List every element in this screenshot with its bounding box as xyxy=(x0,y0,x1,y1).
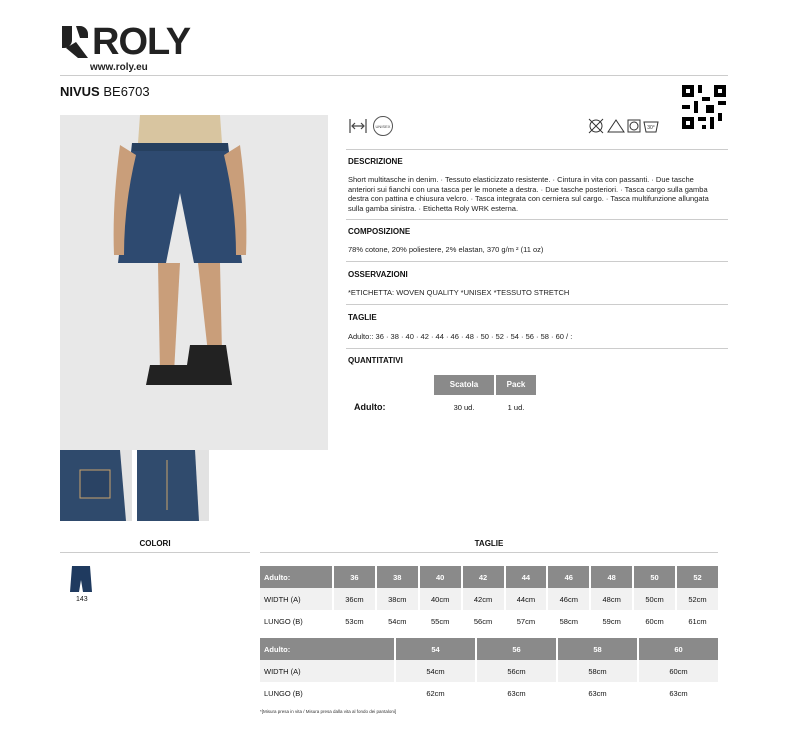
row-label-lungo: LUNGO (B) xyxy=(264,688,303,698)
product-code: BE6703 xyxy=(103,84,150,99)
size-cell: 58cm xyxy=(559,616,578,626)
descrizione-line: destra con pattina e chiusura velcro. · Tasca integrata con cerniera sul cargo. · Tasca multifunzione allungata xyxy=(348,194,709,203)
size-cell: 56cm xyxy=(473,616,493,626)
size-header: 60 xyxy=(639,638,718,660)
colori-divider xyxy=(60,552,250,553)
color-swatch-143[interactable] xyxy=(70,566,92,599)
size-table-2 xyxy=(258,638,720,704)
size-header: 38 xyxy=(377,566,418,588)
thumbnail-side-pocket[interactable] xyxy=(137,450,209,521)
qty-scatola-value: 30 ud. xyxy=(453,403,475,412)
section-divider xyxy=(346,261,728,262)
size-cell: 58cm xyxy=(558,660,637,682)
qty-row-label: Adulto: xyxy=(354,402,386,412)
size-cell: 63cm xyxy=(669,688,688,698)
descrizione-line: anteriori sui fianchi con una tasca per le monete a destra. · Due tasche posteriori. · Tasca cargo sulla gamba xyxy=(348,184,708,194)
size-header: 48 xyxy=(591,566,632,588)
product-name: NIVUS xyxy=(60,84,100,99)
size-footnote: *[Misura presa in vita / Misura presa dalla vita al fondo dei pantaloni] xyxy=(260,709,397,714)
size-cell: 62cm xyxy=(426,688,445,698)
svg-text:30°: 30° xyxy=(647,125,655,131)
size-cell: 38cm xyxy=(377,588,418,610)
qty-head-pack: Pack xyxy=(496,375,536,395)
descrizione-line: Short multitasche in denim. · Tessuto elasticizzato resistente. · Cintura in vita con passanti. · Due tasche xyxy=(348,175,694,184)
thumbnail-cargo-pocket[interactable] xyxy=(60,450,132,521)
size-header: 40 xyxy=(420,566,461,588)
section-divider xyxy=(346,219,728,220)
descrizione-text xyxy=(348,175,728,213)
size-header-label: Adulto: xyxy=(260,566,332,588)
composizione-text: 78% cotone, 20% poliestere, 2% elastan, 370 g/m ² (11 oz) xyxy=(348,245,544,254)
size-header-label: Adulto: xyxy=(260,638,394,660)
taglie-text: Adulto:: 36 · 38 · 40 · 42 · 44 · 46 · 48 · 50 · 52 · 54 · 56 · 58 · 60 / : xyxy=(348,332,573,341)
size-table-title: TAGLIE xyxy=(474,539,504,548)
brand-logo-text: ROLY xyxy=(92,21,191,63)
descrizione-line: sulla gamba sinistra. · Etichetta Roly WRK esterna. xyxy=(348,203,519,213)
size-cell: 63cm xyxy=(507,688,526,698)
size-table-1 xyxy=(258,566,720,632)
size-cell: 60cm xyxy=(639,660,718,682)
size-cell: 59cm xyxy=(602,616,621,626)
size-cell: 46cm xyxy=(548,588,589,610)
composizione-title: COMPOSIZIONE xyxy=(348,227,411,236)
section-divider xyxy=(346,348,728,349)
product-title xyxy=(60,84,150,99)
size-cell: 53cm xyxy=(345,616,364,626)
row-label-lungo: LUNGO (B) xyxy=(264,616,303,626)
size-header: 58 xyxy=(558,638,637,660)
size-table-divider xyxy=(260,552,718,553)
size-cell: 55cm xyxy=(431,616,450,626)
size-header: 36 xyxy=(334,566,375,588)
osservazioni-text: *ETICHETTA: WOVEN QUALITY *UNISEX *TESSUTO STRETCH xyxy=(348,288,570,297)
size-cell: 50cm xyxy=(634,588,675,610)
section-divider xyxy=(346,304,728,305)
size-cell: 60cm xyxy=(645,616,664,626)
colori-title: COLORI xyxy=(139,539,171,548)
size-cell: 36cm xyxy=(334,588,375,610)
size-header: 44 xyxy=(506,566,547,588)
stretch-icon xyxy=(348,117,368,140)
size-cell: 54cm xyxy=(388,616,407,626)
size-header: 46 xyxy=(548,566,589,588)
descrizione-title: DESCRIZIONE xyxy=(348,157,403,166)
size-cell: 40cm xyxy=(420,588,461,610)
taglie-title: TAGLIE xyxy=(348,313,377,322)
size-cell: 52cm xyxy=(677,588,718,610)
size-header: 54 xyxy=(396,638,475,660)
qty-head-scatola: Scatola xyxy=(434,375,494,395)
qr-code-icon[interactable] xyxy=(682,85,726,129)
section-divider xyxy=(346,149,728,150)
size-cell: 44cm xyxy=(506,588,547,610)
size-cell: 61cm xyxy=(688,616,707,626)
product-photo xyxy=(60,115,328,450)
color-swatch-code: 143 xyxy=(76,596,88,603)
osservazioni-title: OSSERVAZIONI xyxy=(348,270,408,279)
wash-care-icons xyxy=(586,116,672,136)
size-cell: 63cm xyxy=(588,688,607,698)
header-divider xyxy=(60,75,728,76)
brand-logo xyxy=(60,22,200,62)
row-label-width: WIDTH (A) xyxy=(260,588,332,610)
size-cell: 42cm xyxy=(463,588,504,610)
unisex-icon xyxy=(372,115,394,142)
quantitativi-title: QUANTITATIVI xyxy=(348,356,403,365)
brand-url[interactable]: www.roly.eu xyxy=(90,62,148,73)
size-header: 56 xyxy=(477,638,556,660)
size-header: 42 xyxy=(463,566,504,588)
size-cell: 56cm xyxy=(477,660,556,682)
svg-text:UNISEX: UNISEX xyxy=(375,124,391,129)
size-cell: 54cm xyxy=(396,660,475,682)
size-cell: 57cm xyxy=(516,616,536,626)
size-header: 52 xyxy=(677,566,718,588)
size-header: 50 xyxy=(634,566,675,588)
qty-pack-value: 1 ud. xyxy=(507,403,525,412)
size-cell: 48cm xyxy=(591,588,632,610)
row-label-width: WIDTH (A) xyxy=(260,660,394,682)
